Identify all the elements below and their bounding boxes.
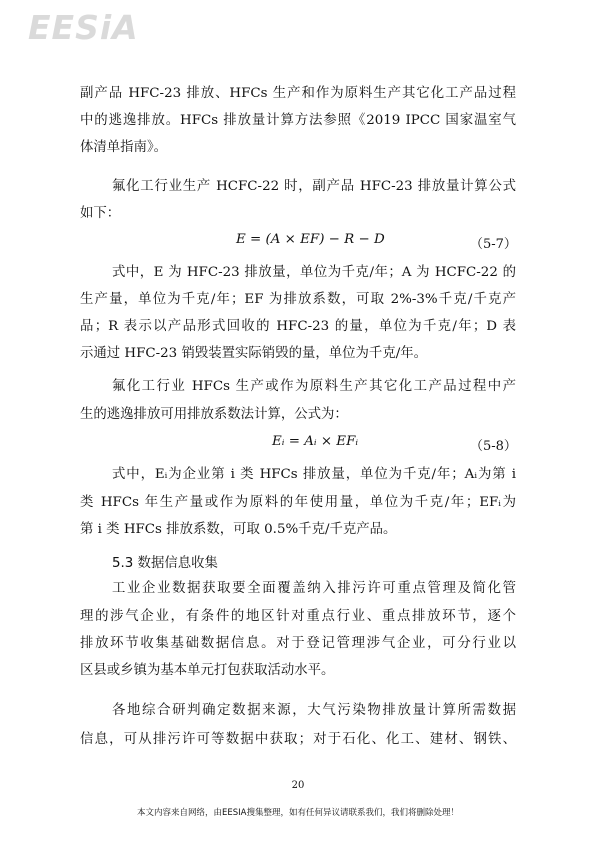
paragraph-fugitive-emissions — [112, 373, 516, 400]
text-line: 工业企业数据获取要全面覆盖纳入排污许可重点管理及简化管 — [112, 581, 516, 596]
text-line: 第 i 类 HFCs 排放系数，可取 0.5%千克/千克产品。 — [80, 522, 397, 537]
text-line: 生产量，单位为千克/年；EF 为排放系数，可取 2%-3%千克/千克产 — [80, 292, 516, 307]
text-line: 氟化工行业 HFCs 生产或作为原料生产其它化工产品过程中产 — [112, 379, 516, 394]
text-line: 理的涉气企业，有条件的地区针对重点行业、重点排放环节，逐个 — [80, 609, 516, 624]
text-line: 类 HFCs 年生产量或作为原料的年使用量，单位为千克/年；EFᵢ为 — [80, 495, 516, 510]
paragraph-data-sources-cont — [80, 726, 516, 753]
text-line: 如下： — [80, 206, 121, 221]
text-line: 氟化工行业生产 HCFC-22 时，副产品 HFC-23 排放量计算公式 — [112, 179, 516, 194]
text-line: 示通过 HFC-23 销毁装置实际销毁的量，单位为千克/年。 — [80, 346, 428, 361]
equation-number-5-8: （5-8） — [470, 439, 517, 454]
paragraph-eq-5-8-definitions-cont — [80, 489, 516, 543]
text-line: 品；R 表示以产品形式回收的 HFC-23 的量，单位为千克/年；D 表 — [80, 319, 516, 334]
text-line: 各地综合研判确定数据来源，大气污染物排放量计算所需数据 — [112, 703, 516, 718]
text-line: 排放环节收集基础数据信息。对于登记管理涉气企业，可分行业以 — [80, 636, 516, 651]
text-line: 信息，可从排污许可等数据中获取；对于石化、化工、建材、钢铁、 — [80, 732, 516, 747]
paragraph-hfc-emissions-intro — [80, 80, 516, 161]
text-line: 式中，Eᵢ为企业第 i 类 HFCs 排放量，单位为千克/年；Aᵢ为第 i — [112, 467, 516, 482]
text-line: 体清单指南》。 — [80, 140, 168, 155]
equation-number-5-7: （5-7） — [470, 237, 517, 252]
text-line: 生的逃逸排放可用排放系数法计算，公式为： — [80, 407, 348, 422]
paragraph-data-acquisition-cont — [80, 603, 516, 684]
paragraph-data-sources — [112, 697, 516, 724]
equation-5-7: E = (A × EF) − R − D — [236, 232, 385, 247]
text-line: 式中，E 为 HFC-23 排放量，单位为千克/年；A 为 HCFC-22 的 — [112, 265, 516, 280]
footer-notice: 本文内容来自网络，由EESIA搜集整理，如有任何异议请联系我们，我们将删除处理！ — [137, 808, 459, 818]
paragraph-eq-5-7-definitions-cont — [80, 286, 516, 367]
equation-5-8: Eᵢ = Aᵢ × EFᵢ — [272, 434, 359, 449]
paragraph-hcfc22-formula-intro-cont — [80, 200, 516, 227]
section-heading-5-3: 5.3 数据信息收集 — [112, 556, 218, 571]
page-number: 20 — [291, 780, 305, 791]
text-line: 副产品 HFC-23 排放、HFCs 生产和作为原料生产其它化工产品过程 — [80, 86, 516, 101]
paragraph-eq-5-8-definitions — [112, 461, 516, 488]
text-line: 中的逃逸排放。HFCs 排放量计算方法参照《2019 IPCC 国家温室气 — [80, 113, 516, 128]
paragraph-eq-5-7-definitions — [112, 259, 516, 286]
text-line: 区县或乡镇为基本单元打包获取活动水平。 — [80, 663, 335, 678]
paragraph-hcfc22-formula-intro — [112, 173, 516, 200]
eesia-logo: EESiA — [28, 8, 139, 47]
paragraph-fugitive-emissions-cont — [80, 401, 516, 428]
paragraph-data-acquisition — [112, 575, 516, 602]
